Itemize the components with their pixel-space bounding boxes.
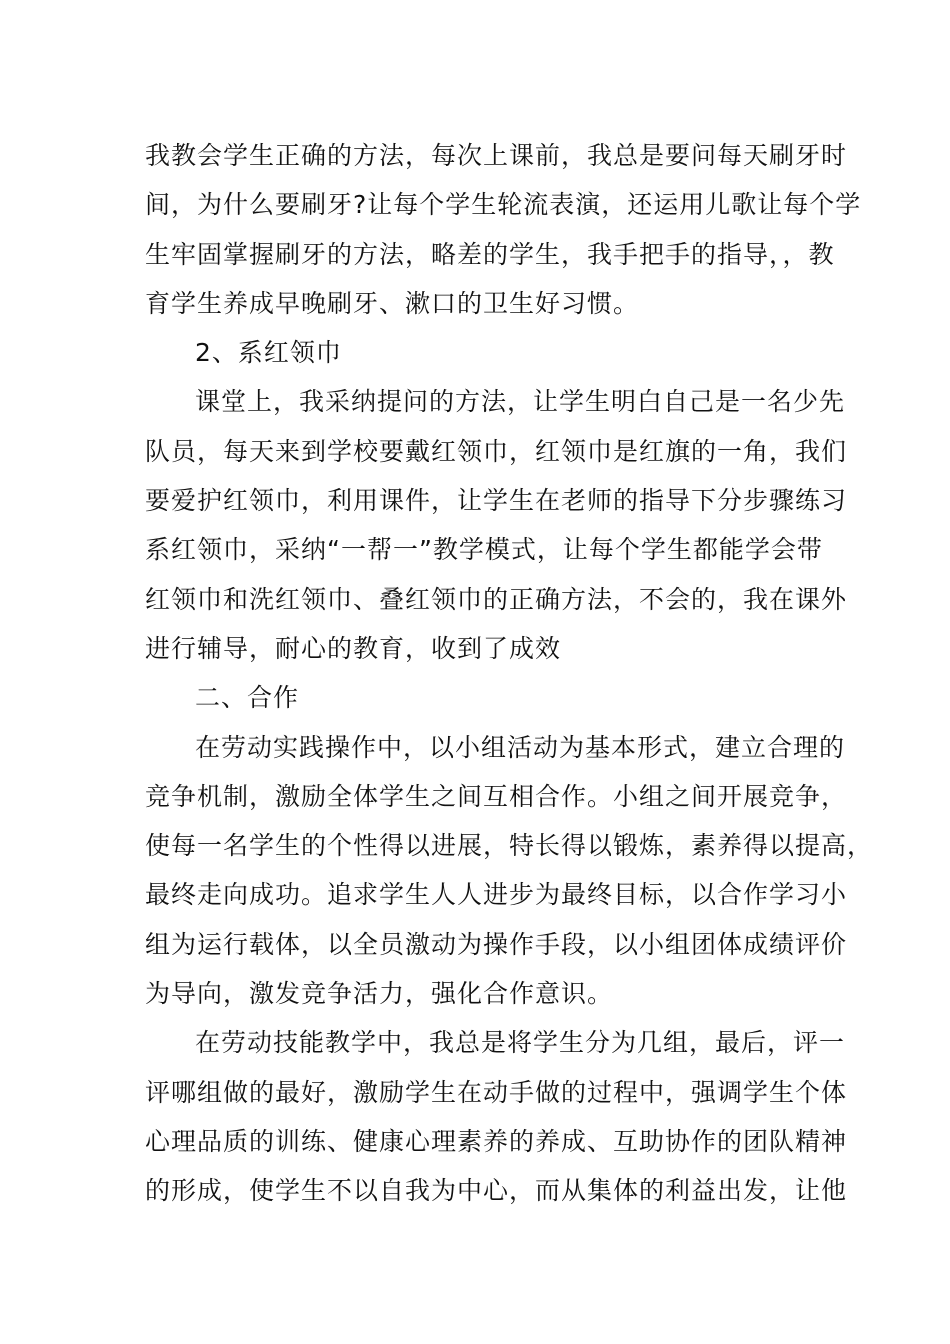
text-line-8: 要爱护红领巾，利用课件，让学生在老师的指导下分步骤练习 — [145, 486, 848, 516]
text-line-15: 使每一名学生的个性得以进展，特长得以锻炼，素养得以提高， — [145, 831, 874, 861]
text-line-1: 我教会学生正确的方法，每次上课前，我总是要问每天刷牙时 — [145, 141, 848, 170]
text-line-4: 育学生养成早晚刷牙、漱口的卫生好习惯。 — [145, 288, 640, 318]
text-line-18: 为导向，激发竞争活力，强化合作意识。 — [145, 979, 614, 1009]
body-text — [145, 131, 874, 1216]
text-line-10: 红领巾和洗红领巾、叠红领巾的正确方法，不会的，我在课外 — [145, 584, 848, 614]
text-line-21: 心理品质的训练、健康心理素养的养成、互助协作的团队精神 — [145, 1126, 848, 1156]
section-heading-tie-scarf: 2、系红领巾 — [195, 338, 342, 368]
section-heading-cooperation: 二、合作 — [195, 683, 300, 713]
text-line-11: 进行辅导，耐心的教育，收到了成效 — [145, 633, 562, 663]
text-line-6: 课堂上，我采纳提问的方法，让学生明白自己是一名少先 — [195, 387, 846, 417]
text-line-9: 系红领巾，采纳“一帮一”教学模式，让每个学生都能学会带 — [145, 535, 823, 565]
text-line-22: 的形成，使学生不以自我为中心，而从集体的利益出发，让他 — [145, 1176, 848, 1206]
text-line-3: 生牢固掌握刷牙的方法，略差的学生，我手把手的指导，，教 — [145, 239, 835, 269]
text-line-20: 评哪组做的最好，激励学生在动手做的过程中，强调学生个体 — [145, 1077, 848, 1107]
text-line-16: 最终走向成功。追求学生人人进步为最终目标，以合作学习小 — [145, 880, 848, 910]
text-line-14: 竞争机制，激励全体学生之间互相合作。小组之间开展竞争， — [145, 781, 848, 811]
text-line-2: 间，为什么要刷牙?让每个学生轮流表演，还运用儿歌让每个学 — [145, 190, 862, 220]
text-line-7: 队员，每天来到学校要戴红领巾，红领巾是红旗的一角，我们 — [145, 436, 848, 466]
text-line-17: 组为运行载体，以全员激动为操作手段，以小组团体成绩评价 — [145, 929, 848, 959]
text-line-19: 在劳动技能教学中，我总是将学生分为几组，最后，评一 — [195, 1028, 846, 1058]
text-line-13: 在劳动实践操作中，以小组活动为基本形式，建立合理的 — [195, 732, 846, 762]
